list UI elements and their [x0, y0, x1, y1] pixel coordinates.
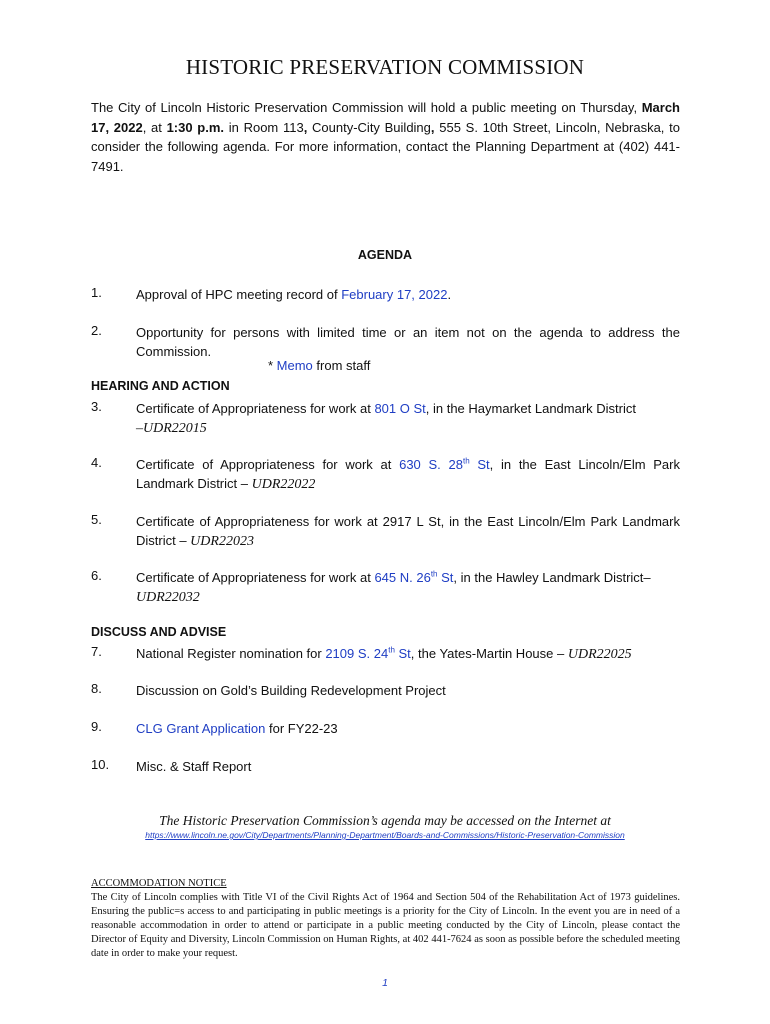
item-number: 3.	[91, 399, 102, 414]
section-discuss-and-advise: DISCUSS AND ADVISE	[91, 625, 227, 639]
item-text-part: National Register nomination for	[136, 646, 326, 661]
page-title: HISTORIC PRESERVATION COMMISSION	[185, 55, 585, 79]
item-text: Misc. & Staff Report	[136, 759, 252, 774]
item-number: 1.	[91, 285, 102, 300]
accommodation-notice-body: The City of Lincoln complies with Title VI of the Civil Rights Act of 1964 and Section 504 of the Rehabilitation Act of 1973 guidelines. Ensuring the public=s access to and participating in public meetings is a priority for the City of Lincoln. In the event you are in need of a reasonable accommodation in order to attend or participate in a public meeting conducted by the City of Lincoln, please contact the Director of Equity and Diversity, Lincoln Commission on Human Rights, at 402 441-7624 as soon as possible before the scheduled meeting date in order to make your request.	[91, 892, 680, 959]
ordinal-suffix[interactable]: th	[388, 645, 395, 655]
item-text: Opportunity for persons with limited time or an item not on the agenda to address the Commission.	[136, 325, 680, 359]
page-number: 1	[382, 977, 388, 989]
item-number: 8.	[91, 681, 102, 696]
item-text-part: for FY22-23	[265, 721, 338, 736]
address-link[interactable]	[325, 646, 410, 661]
item-text-part: , in the East Lincoln/Elm Park Landmark District –	[136, 457, 680, 491]
item-text-part: .	[447, 287, 452, 302]
agenda-item-4	[91, 455, 680, 494]
item-number: 5.	[91, 512, 102, 527]
item-text: Discussion on Gold’s Building Redevelopment Project	[136, 683, 446, 698]
case-number: UDR22022	[251, 477, 316, 492]
memo-link[interactable]: Memo	[276, 358, 313, 373]
website-link[interactable]: https://www.lincoln.ne.gov/City/Departments/Planning-Department/Boards-and-Commissions/Historic-Preservation-Commission	[145, 830, 625, 840]
item-number: 9.	[91, 719, 102, 734]
intro-text: , at	[142, 119, 167, 135]
agenda-item-2	[91, 323, 680, 361]
item-number: 7.	[91, 644, 102, 659]
item-text-part: Certificate of Appropriateness for work at	[136, 401, 375, 416]
clg-grant-link[interactable]: CLG Grant Application	[136, 721, 266, 736]
item-text	[136, 568, 680, 607]
item-number: 2.	[91, 323, 102, 338]
memo-line	[268, 358, 370, 373]
intro-text: in Room 113	[224, 119, 304, 135]
item-text-part: Certificate of Appropriateness for work at	[136, 457, 400, 472]
agenda-item-9	[91, 719, 680, 738]
ordinal-suffix[interactable]: th	[462, 456, 470, 466]
meeting-date: March 17, 2022	[91, 100, 680, 135]
meeting-time: 1:30 p.m.	[166, 119, 225, 135]
item-text	[136, 719, 680, 738]
agenda-item-7	[91, 644, 680, 664]
minutes-link[interactable]: February 17, 2022	[341, 287, 448, 302]
item-text	[136, 512, 680, 551]
case-number: –UDR22015	[136, 421, 207, 436]
memo-text: *	[268, 358, 277, 373]
agenda-item-5	[91, 512, 680, 551]
accommodation-notice-title: ACCOMMODATION NOTICE	[91, 878, 227, 889]
item-text	[136, 644, 680, 664]
agenda-item-6	[91, 568, 680, 607]
agenda-heading: AGENDA	[357, 248, 413, 262]
intro-paragraph	[91, 98, 680, 176]
item-text-part: Approval of HPC meeting record of	[136, 287, 342, 302]
address-link-text[interactable]: 645 N. 26	[374, 570, 431, 585]
intro-text: ,	[303, 119, 308, 135]
ordinal-suffix[interactable]: th	[430, 569, 438, 579]
item-text-part: , in the Hawley Landmark District–	[453, 570, 651, 585]
item-text-part: , in the Haymarket Landmark District	[425, 401, 636, 416]
address-link[interactable]	[399, 457, 490, 472]
address-link-text[interactable]: 2109 S. 24	[325, 646, 389, 661]
item-text-part: Certificate of Appropriateness for work at	[136, 570, 375, 585]
item-text	[136, 399, 680, 438]
address-link-text[interactable]: St	[394, 646, 411, 661]
address-link-text[interactable]: St	[469, 457, 490, 472]
agenda-item-8	[91, 681, 680, 700]
case-number: UDR22032	[136, 590, 200, 605]
case-number: UDR22025	[567, 647, 632, 662]
item-text-part: , the Yates-Martin House –	[410, 646, 568, 661]
section-hearing-and-action: HEARING AND ACTION	[91, 379, 230, 393]
item-text	[136, 285, 680, 304]
agenda-item-3	[91, 399, 680, 438]
intro-text: The City of Lincoln Historic Preservation Commission will hold a public meeting on Thursday,	[91, 100, 642, 115]
item-number: 10.	[91, 757, 110, 772]
intro-text: 555 S. 10th Street, Lincoln, Nebraska, to consider the following agenda. For more information, contact the Planning Department at (402) 441-7491.	[91, 119, 680, 174]
agenda-item-10	[91, 757, 680, 776]
address-link[interactable]	[374, 570, 453, 585]
item-text	[136, 455, 680, 494]
agenda-item-1	[91, 285, 680, 304]
intro-text: ,	[430, 119, 435, 135]
address-link-text[interactable]: 630 S. 28	[399, 457, 463, 472]
item-number: 4.	[91, 455, 102, 470]
internet-note: The Historic Preservation Commission’s agenda may be accessed on the Internet at	[159, 813, 611, 828]
memo-text: from staff	[312, 358, 371, 373]
case-number: UDR22023	[190, 534, 254, 549]
intro-text: County-City Building	[307, 119, 431, 135]
address-link[interactable]: 801 O St	[374, 401, 426, 416]
item-text-part: Certificate of Appropriateness for work at 2917 L St, in the East Lincoln/Elm Park Landmark District –	[136, 514, 680, 548]
address-link-text[interactable]: St	[437, 570, 454, 585]
item-number: 6.	[91, 568, 102, 583]
